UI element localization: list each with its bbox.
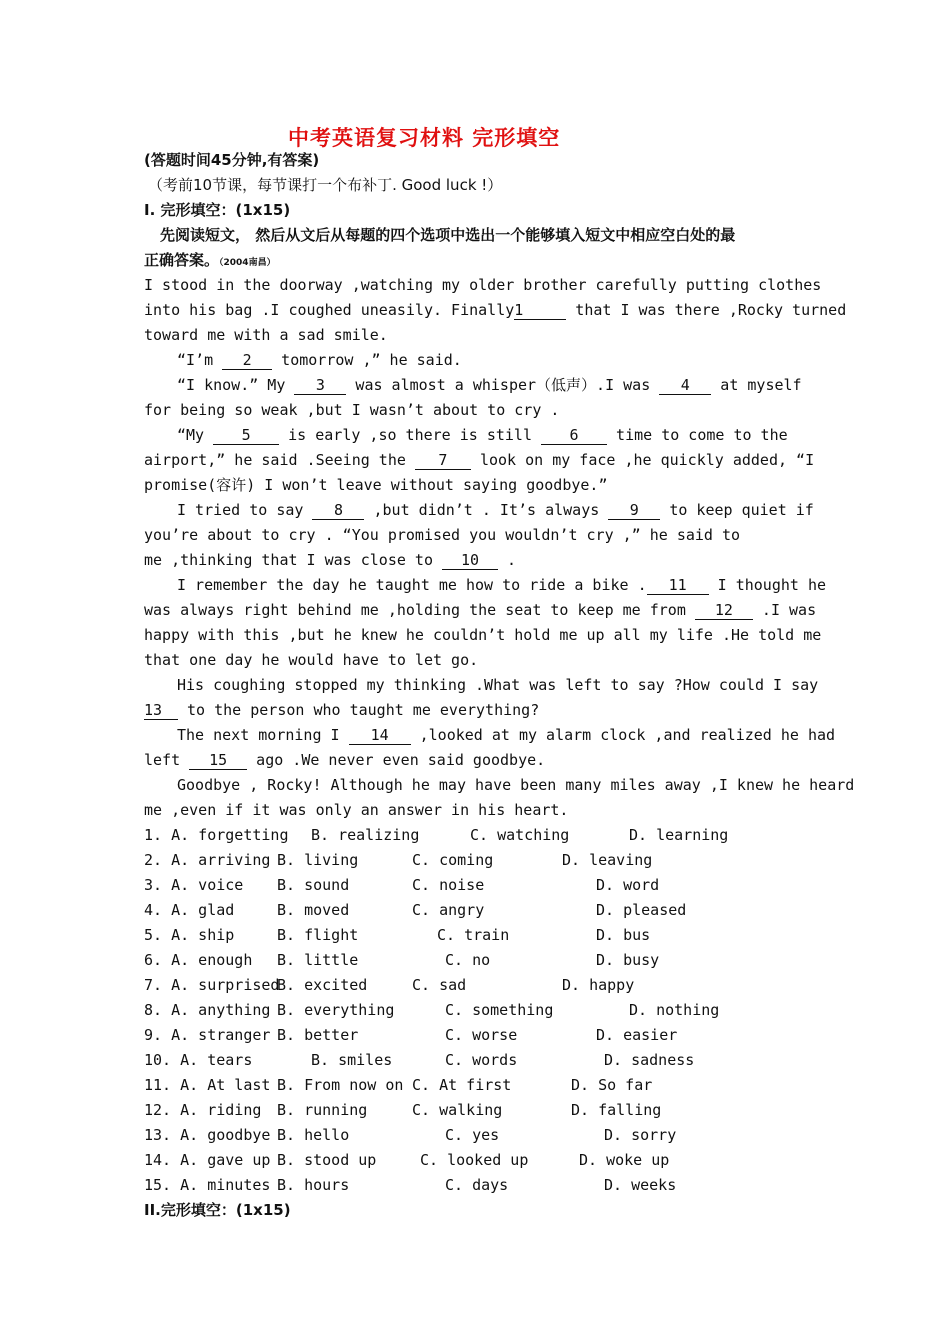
option-a: 1. A. forgetting <box>144 826 289 844</box>
passage-line: I stood in the doorway ,watching my older brother carefully putting clothes <box>144 276 822 294</box>
passage-line: happy with this ,but he knew he couldn’t hold me up all my life .He told me <box>144 626 822 644</box>
blank-11: 11 <box>647 577 709 595</box>
option-a: 11. A. At last <box>144 1076 271 1094</box>
option-b: B. hello <box>277 1126 350 1144</box>
blank-15: 15 <box>189 752 247 770</box>
blank-6: 6 <box>541 427 607 445</box>
option-b: B. everything <box>277 1001 395 1019</box>
option-b: B. living <box>277 851 359 869</box>
passage-line: into his bag .I coughed uneasily. Finally1 that I was there ,Rocky turned <box>144 301 847 319</box>
blank-4: 4 <box>659 377 711 395</box>
blank-3: 3 <box>294 377 346 395</box>
option-a: 12. A. riding <box>144 1101 262 1119</box>
option-a: 13. A. goodbye <box>144 1126 271 1144</box>
option-d: D. falling <box>571 1101 662 1119</box>
option-c: C. something <box>445 1001 554 1019</box>
option-d: D. pleased <box>596 901 687 919</box>
section1-heading: I. 完形填空：(1x15) <box>144 201 291 219</box>
passage-line: promise(容许) I won’t leave without saying goodbye.” <box>144 476 608 494</box>
option-d: D. leaving <box>562 851 653 869</box>
option-b: B. moved <box>277 901 350 919</box>
passage-line: The next morning I 14 ,looked at my alarm clock ,and realized he had <box>177 726 836 744</box>
option-b: B. little <box>277 951 359 969</box>
option-c: C. no <box>445 951 491 969</box>
option-b: B. stood up <box>277 1151 377 1169</box>
option-d: D. nothing <box>629 1001 720 1019</box>
instruction-line-1: 先阅读短文， 然后从文后从每题的四个选项中选出一个能够填入短文中相应空白处的最 <box>160 226 736 244</box>
blank-2: 2 <box>222 352 272 370</box>
option-a: 5. A. ship <box>144 926 235 944</box>
option-a: 6. A. enough <box>144 951 253 969</box>
blank-1: 1 <box>514 302 566 320</box>
option-c: C. worse <box>445 1026 518 1044</box>
passage-line: you’re about to cry . “You promised you wouldn’t cry ,” he said to <box>144 526 741 544</box>
passage-line: me ,thinking that I was close to 10 . <box>144 551 517 569</box>
option-c: C. walking <box>412 1101 503 1119</box>
time-note: (答题时间45分钟,有答案) <box>144 151 320 169</box>
blank-7: 7 <box>415 452 471 470</box>
option-c: C. yes <box>445 1126 500 1144</box>
passage-line: toward me with a sad smile. <box>144 326 388 344</box>
option-a: 3. A. voice <box>144 876 244 894</box>
option-c: C. coming <box>412 851 494 869</box>
blank-12: 12 <box>695 602 753 620</box>
option-b: B. smiles <box>311 1051 393 1069</box>
tip-note: （考前10节课，每节课打一个布补丁. Good luck !） <box>148 176 503 194</box>
passage-line: for being so weak ,but I wasn’t about to cry . <box>144 401 560 419</box>
option-a: 15. A. minutes <box>144 1176 271 1194</box>
passage-line: airport,” he said .Seeing the 7 look on my face ,he quickly added, “I <box>144 451 815 469</box>
passage-line: His coughing stopped my thinking .What was left to say ?How could I say <box>177 676 819 694</box>
option-d: D. sorry <box>604 1126 677 1144</box>
option-b: B. running <box>277 1101 368 1119</box>
option-b: B. realizing <box>311 826 420 844</box>
passage-line: I tried to say 8 ,but didn’t . It’s always 9 to keep quiet if <box>177 501 814 519</box>
option-c: C. sad <box>412 976 467 994</box>
option-b: B. better <box>277 1026 359 1044</box>
passage-line: me ,even if it was only an answer in his heart. <box>144 801 569 819</box>
option-a: 14. A. gave up <box>144 1151 271 1169</box>
option-b: B. hours <box>277 1176 350 1194</box>
option-c: C. noise <box>412 876 485 894</box>
option-c: C. days <box>445 1176 509 1194</box>
option-b: B. excited <box>277 976 368 994</box>
passage-line: “I know.” My 3 was almost a whisper（低声）.I was 4 at myself <box>177 376 802 394</box>
option-d: D. weeks <box>604 1176 677 1194</box>
blank-5: 5 <box>213 427 279 445</box>
option-a: 2. A. arriving <box>144 851 271 869</box>
blank-14: 14 <box>349 727 411 745</box>
option-b: B. sound <box>277 876 350 894</box>
option-c: C. watching <box>470 826 570 844</box>
passage-line: 13 to the person who taught me everything? <box>144 701 540 719</box>
option-c: C. looked up <box>420 1151 529 1169</box>
option-d: D. sadness <box>604 1051 695 1069</box>
blank-13: 13 <box>144 702 178 720</box>
option-a: 4. A. glad <box>144 901 235 919</box>
passage-line: Goodbye , Rocky! Although he may have been many miles away ,I knew he heard <box>177 776 855 794</box>
blank-8: 8 <box>312 502 364 520</box>
option-d: D. So far <box>571 1076 653 1094</box>
option-d: D. learning <box>629 826 729 844</box>
option-d: D. woke up <box>579 1151 670 1169</box>
passage-line: was always right behind me ,holding the seat to keep me from 12 .I was <box>144 601 817 619</box>
option-a: 10. A. tears <box>144 1051 253 1069</box>
source-note: （2004南昌） <box>219 258 276 268</box>
passage-line: I remember the day he taught me how to ride a bike . 11 I thought he <box>177 576 827 594</box>
option-a: 8. A. anything <box>144 1001 271 1019</box>
option-d: D. bus <box>596 926 651 944</box>
passage-line: “I’m 2 tomorrow ,” he said. <box>177 351 462 369</box>
instruction-text: 正确答案。 <box>144 251 220 269</box>
option-c: C. At first <box>412 1076 512 1094</box>
option-c: C. angry <box>412 901 485 919</box>
option-b: B. From now on <box>277 1076 404 1094</box>
option-d: D. busy <box>596 951 660 969</box>
option-b: B. flight <box>277 926 359 944</box>
option-a: 7. A. surprised <box>144 976 280 994</box>
option-d: D. word <box>596 876 660 894</box>
option-c: C. train <box>437 926 510 944</box>
option-d: D. easier <box>596 1026 678 1044</box>
option-c: C. words <box>445 1051 518 1069</box>
instruction-line-2 <box>144 248 276 276</box>
passage-line: that one day he would have to let go. <box>144 651 479 669</box>
option-a: 9. A. stranger <box>144 1026 271 1044</box>
passage-line: left 15 ago .We never even said goodbye. <box>144 751 546 769</box>
blank-9: 9 <box>608 502 660 520</box>
document-title: 中考英语复习材料 完形填空 <box>288 126 561 150</box>
section2-heading: II.完形填空：(1x15) <box>144 1201 291 1219</box>
passage-line: “My 5 is early ,so there is still 6 time to come to the <box>177 426 788 444</box>
blank-10: 10 <box>442 552 498 570</box>
option-d: D. happy <box>562 976 635 994</box>
